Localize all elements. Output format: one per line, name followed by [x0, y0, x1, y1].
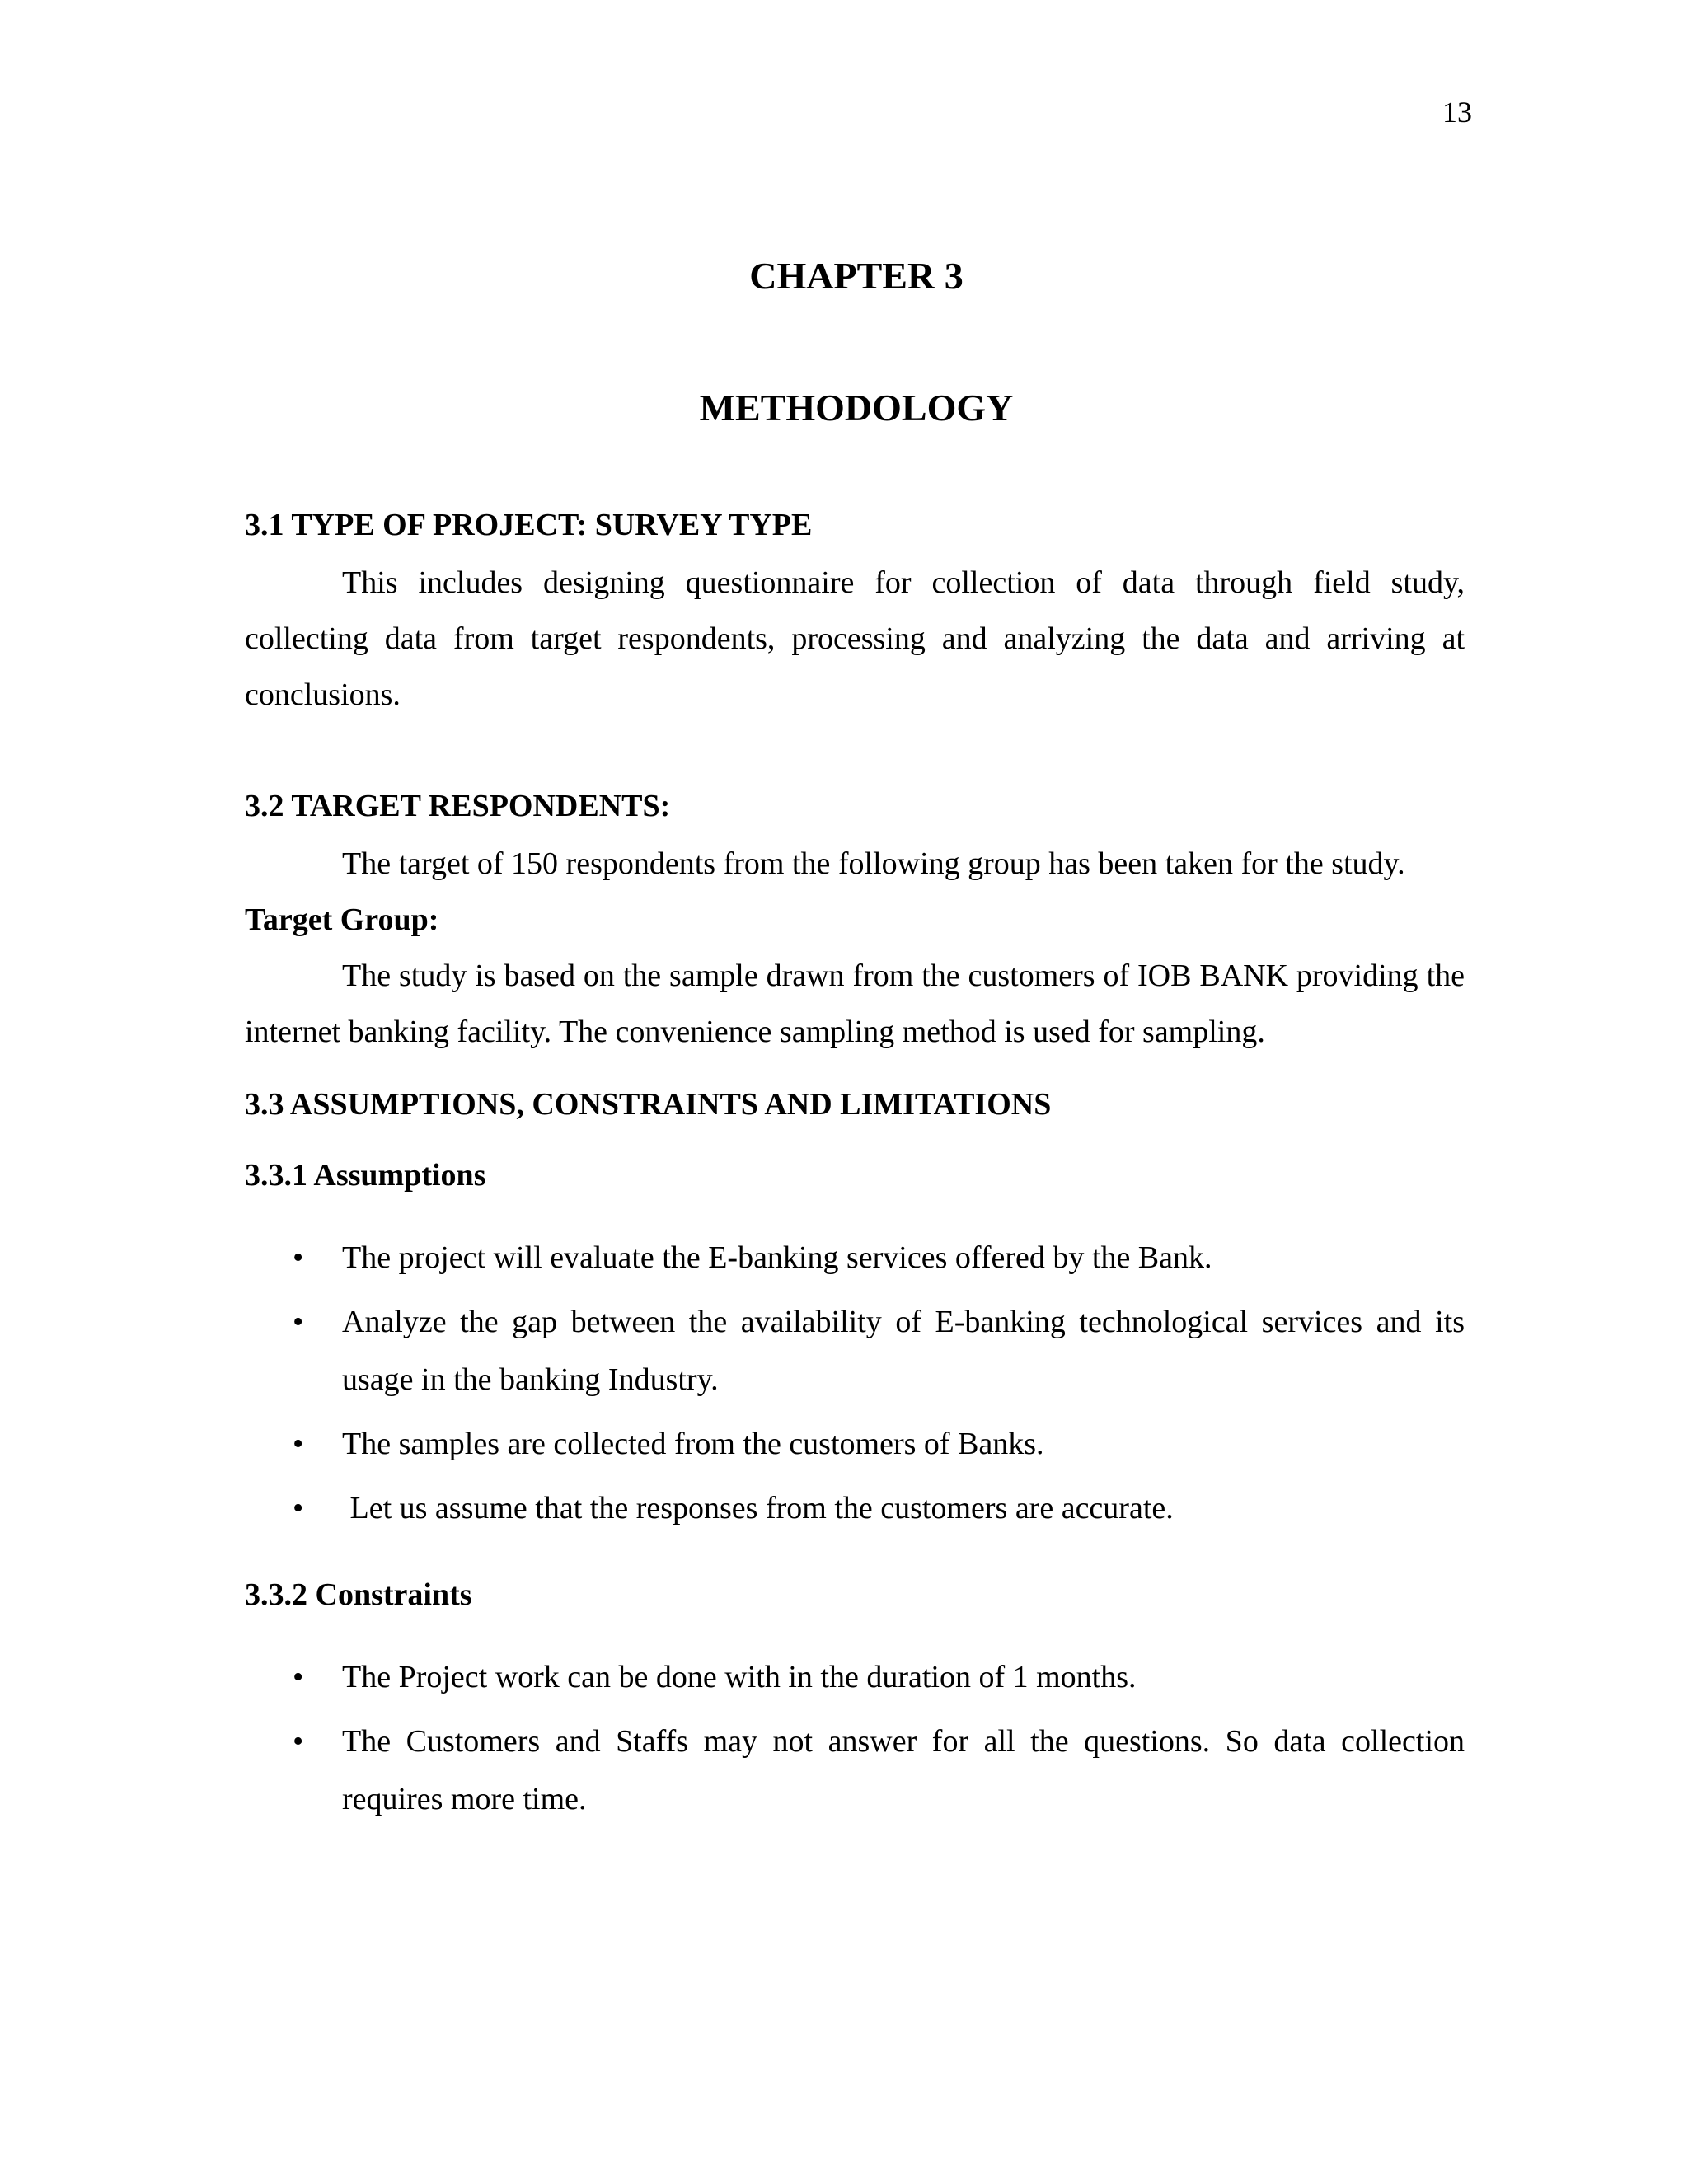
- list-item: [245, 1479, 1465, 1537]
- list-item: [245, 1229, 1465, 1286]
- target-group-paragraph: The study is based on the sample drawn from the customers of IOB BANK providing the internet banking facility. The convenience sampling method is used for sampling.: [245, 958, 1465, 1049]
- assumptions-list: [245, 1229, 1465, 1544]
- target-group-heading: Target Group:: [245, 902, 439, 937]
- assumptions-heading: 3.3.1 Assumptions: [245, 1158, 486, 1193]
- list-item: [245, 1713, 1465, 1828]
- list-item: [245, 1293, 1465, 1408]
- bullet-icon: •: [293, 1427, 304, 1461]
- section-3-1-paragraph: This includes designing questionnaire for collection of data through field study, collecting data from target respondents, processing and analyzing the data and arriving at conclusions.: [245, 565, 1465, 712]
- bullet-icon: •: [293, 1305, 304, 1339]
- list-item-text: Analyze the gap between the availability of E-banking technological services and its usage in the banking Industry.: [342, 1305, 1465, 1397]
- section-3-2-heading: 3.2 TARGET RESPONDENTS:: [245, 789, 671, 823]
- list-item: [245, 1648, 1465, 1706]
- list-item-text: The Customers and Staffs may not answer for all the questions. So data collection requires more time.: [342, 1724, 1465, 1816]
- chapter-subtitle: METHODOLOGY: [699, 387, 1014, 429]
- chapter-title: CHAPTER 3: [749, 255, 964, 297]
- section-3-3-heading: 3.3 ASSUMPTIONS, CONSTRAINTS AND LIMITATIONS: [245, 1087, 1052, 1122]
- list-item-text: The samples are collected from the customers of Banks.: [342, 1427, 1044, 1461]
- bullet-icon: •: [293, 1240, 304, 1275]
- bullet-icon: •: [293, 1491, 304, 1526]
- section-3-1-heading: 3.1 TYPE OF PROJECT: SURVEY TYPE: [245, 508, 813, 542]
- constraints-heading: 3.3.2 Constraints: [245, 1577, 472, 1612]
- constraints-list: [245, 1648, 1465, 1835]
- list-item-text: Let us assume that the responses from the customers are accurate.: [342, 1491, 1174, 1526]
- page-number: 13: [1442, 96, 1472, 129]
- bullet-icon: •: [293, 1660, 304, 1694]
- list-item-text: The project will evaluate the E-banking services offered by the Bank.: [342, 1240, 1212, 1275]
- list-item-text: The Project work can be done with in the duration of 1 months.: [342, 1660, 1137, 1694]
- list-item: [245, 1415, 1465, 1473]
- bullet-icon: •: [293, 1724, 304, 1759]
- section-3-2-paragraph: The target of 150 respondents from the following group has been taken for the study.: [342, 846, 1405, 881]
